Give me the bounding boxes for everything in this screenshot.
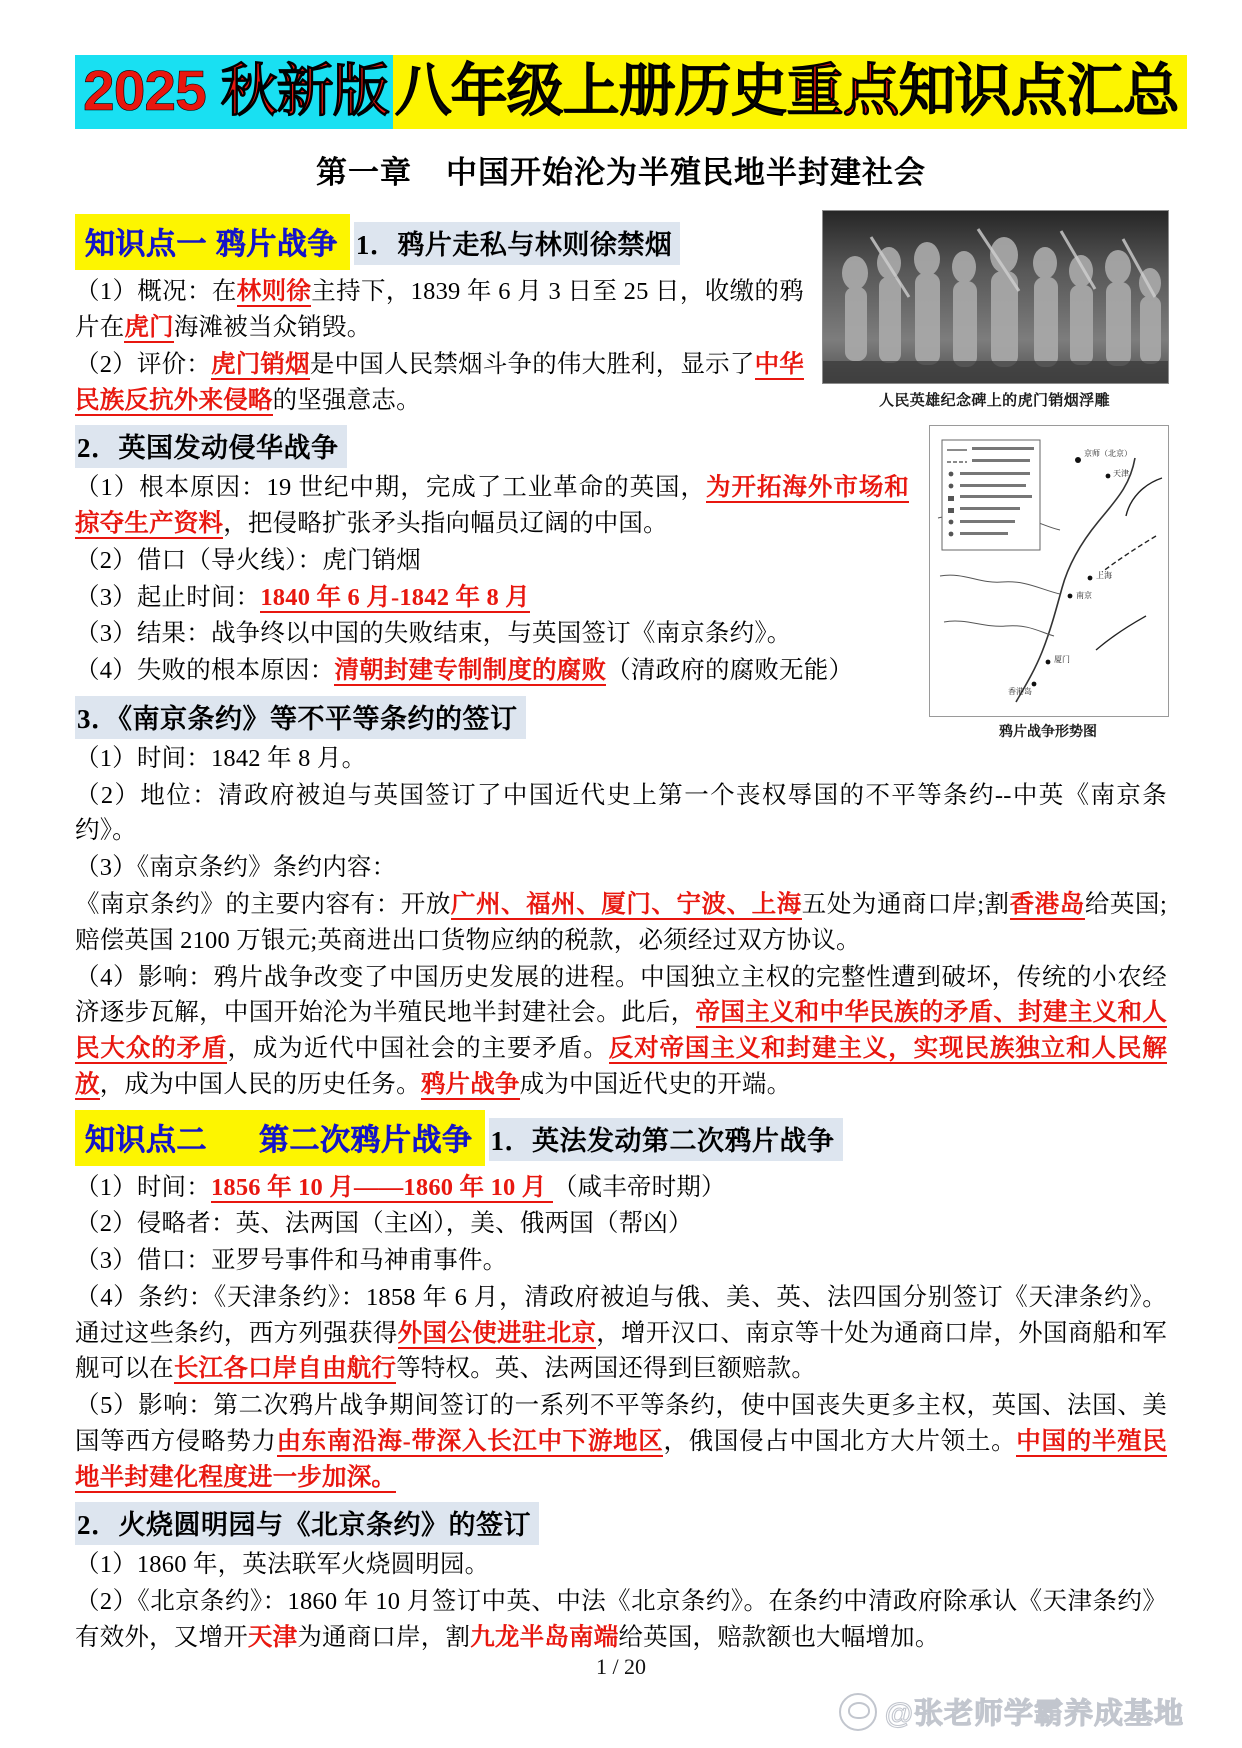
svg-text:南京: 南京: [1076, 591, 1092, 601]
para-1-2-4: （3）结果：战争终以中国的失败结束，与英国签订《南京条约》。: [75, 620, 792, 648]
title-part-cyan: 2025 秋新版: [75, 55, 393, 129]
para-1-3-2: （2）地位：清政府被迫与英国签订了中国近代史上第一个丧权辱国的不平等条约--中英《南京条约》。: [75, 781, 1167, 845]
knowledge-point-1-banner: [75, 214, 350, 270]
svg-text:天津: 天津: [1113, 469, 1129, 479]
page-title: [75, 58, 1179, 125]
figure-map: [929, 425, 1167, 741]
chapter-label: 第一章: [316, 155, 412, 191]
section-1-2-heading: [75, 425, 347, 468]
watermark: [839, 1691, 1184, 1732]
section-2-1-title: 英法发动第二次鸦片战争: [532, 1125, 835, 1156]
figure-map-caption: 鸦片战争形势图: [999, 725, 1097, 741]
para-2-1-4: （4）条约：《天津条约》：1858 年 6 月，清政府被迫与俄、美、英、法四国分别签订《天津条约》。通过这些条约，西方列强获得外国公使进驻北京，增开汉口、南京等十处为通商口岸，外国商船和军舰可以在长江各口岸自由航行等特权。英、法两国还得到巨额赔款。: [75, 1283, 1167, 1383]
figure-relief: [822, 210, 1167, 410]
para-1-3-1: （1）时间：1842 年 8 月。: [75, 744, 367, 772]
svg-text:上海: 上海: [1096, 571, 1112, 581]
para-1-1-2: （2）评价：虎门销烟是中国人民禁烟斗争的伟大胜利，显示了中华民族反抗外来侵略的坚强意志。: [75, 350, 804, 414]
para-2-2-2: （2）《北京条约》：1860 年 10 月签订中英、中法《北京条约》。在条约中清政府除承认《天津条约》有效外，又增开天津为通商口岸，割九龙半岛南端给英国，赔款额也大幅增加。: [75, 1588, 1167, 1651]
section-1-3-title: 《南京条约》等不平等条约的签订: [118, 703, 518, 734]
relief-image: [822, 210, 1169, 384]
para-2-1-2: （2）侵略者：英、法两国（主凶），美、俄两国（帮凶）: [75, 1210, 693, 1238]
section-2-2-heading: [75, 1502, 539, 1545]
section-1-3-heading: [75, 696, 526, 739]
section-2-2-title: 火烧圆明园与《北京条约》的签订: [118, 1510, 531, 1541]
watermark-text: @张老师学霸养成基地: [884, 1698, 1184, 1730]
para-1-3-4: 《南京条约》的主要内容有：开放广州、福州、厦门、宁波、上海五处为通商口岸;割香港岛给英国;赔偿英国 2100 万银元;英商进出口货物应纳的税款，必须经过双方协议。: [75, 890, 1168, 954]
chapter-name: 中国开始沦为半殖民地半封建社会: [446, 155, 926, 191]
para-2-2-1: （1）1860 年，英法联军火烧圆明园。: [75, 1551, 490, 1579]
title-part-yellow-red: 重点: [786, 59, 899, 123]
kp1-title: 鸦片战争: [215, 228, 338, 262]
chapter-heading: [75, 147, 1167, 192]
section-1-3-number: 3．: [77, 703, 119, 734]
title-part-yellow: [393, 55, 1187, 129]
svg-text:厦门: 厦门: [1054, 655, 1070, 665]
section-1-1-number: 1．: [355, 230, 398, 261]
kp2-title: 第二次鸦片战争: [259, 1123, 473, 1157]
para-2-1-3: （3）借口：亚罗号事件和马神甫事件。: [75, 1247, 508, 1275]
para-1-1-1: （1）概况：在林则徐主持下，1839 年 6 月 3 日至 25 日，收缴的鸦片在虎门海滩被当众销毁。: [75, 278, 804, 342]
section-1-1-title: 鸦片走私与林则徐禁烟: [397, 230, 673, 261]
section-1-1-heading: [354, 222, 681, 265]
title-part-yellow-before: 八年级上册历史: [394, 59, 787, 123]
paw-icon: [839, 1693, 877, 1731]
para-1-2-2: （2）借口（导火线）：虎门销烟: [75, 546, 421, 574]
title-part-yellow-after: 知识点汇总: [898, 59, 1179, 123]
para-1-3-3: （3）《南京条约》条约内容：: [75, 854, 397, 882]
para-1-2-3: （3）起止时间：1840 年 6 月-1842 年 8 月: [75, 583, 530, 611]
section-2-1-number: 1．: [490, 1125, 532, 1156]
para-2-1-1: （1）时间：1856 年 10 月——1860 年 10 月 （咸丰帝时期）: [75, 1173, 726, 1201]
svg-text:香港岛: 香港岛: [1008, 687, 1032, 697]
para-2-1-5: （5）影响：第二次鸦片战争期间签订的一系列不平等条约，使中国丧失更多主权，英国、法国、美国等西方侵略势力由东南沿海-带深入长江中下游地区，俄国侵占中国北方大片领土。中国的半殖民地半封建化程度进一步加深。: [75, 1392, 1167, 1491]
para-1-2-1: （1）根本原因：19 世纪中期，完成了工业革命的英国，为开拓海外市场和掠夺生产资料，把侵略扩张矛头指向幅员辽阔的中国。: [75, 474, 909, 538]
para-1-3-5: （4）影响：鸦片战争改变了中国历史发展的进程。中国独立主权的完整性遭到破坏，传统的小农经济逐步瓦解，中国开始沦为半殖民地半封建社会。此后，帝国主义和中华民族的矛盾、封建主义和人民大众的矛盾，成为近代中国社会的主要矛盾。反对帝国主义和封建主义，实现民族独立和人民解放，成为中国人民的历史任务。鸦片战争成为中国近代史的开端。: [75, 963, 1168, 1098]
kp1-label: 知识点一: [85, 228, 207, 262]
svg-text:京师（北京）: 京师（北京）: [1084, 449, 1132, 459]
section-2-1-heading: [489, 1118, 843, 1161]
knowledge-point-2-banner: [75, 1110, 485, 1166]
map-image: [929, 425, 1169, 717]
page-number: 1 / 20: [595, 1654, 647, 1679]
figure-relief-caption: 人民英雄纪念碑上的虎门销烟浮雕: [878, 393, 1110, 410]
para-1-2-5: （4）失败的根本原因：清朝封建专制制度的腐败（清政府的腐败无能）: [75, 657, 854, 685]
section-1-2-title: 英国发动侵华战争: [118, 433, 339, 464]
kp2-label: 知识点二: [85, 1123, 207, 1157]
section-1-2-number: 2．: [77, 433, 119, 464]
section-2-2-number: 2．: [77, 1510, 119, 1541]
